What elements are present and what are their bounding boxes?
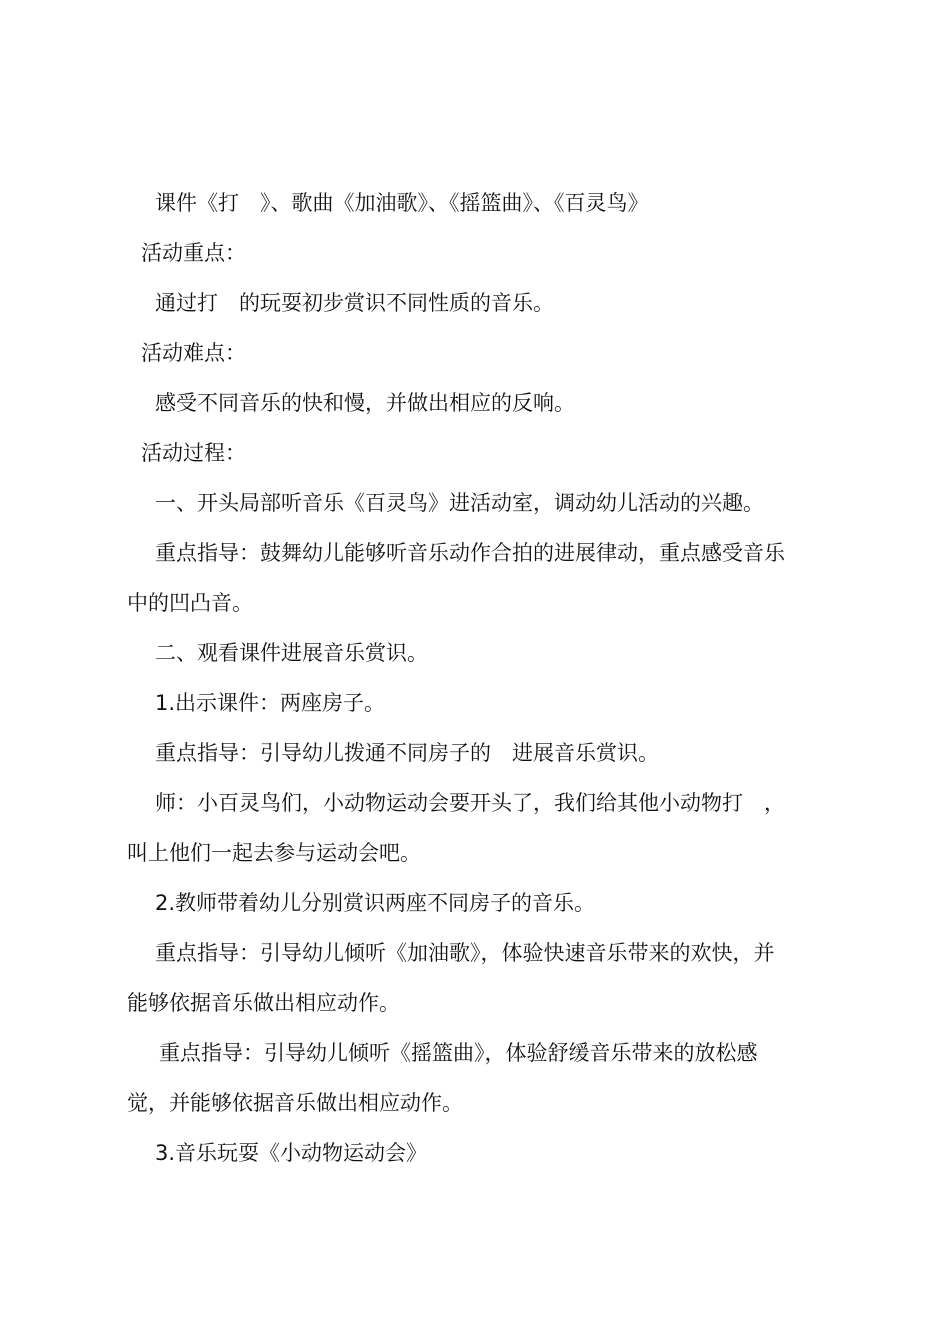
guidance-four-line-2: 觉，并能够依据音乐做出相应动作。 <box>127 1091 463 1115</box>
step-two-text: 二、观看课件进展音乐赏识。 <box>155 641 428 665</box>
guidance-one-line-1: 重点指导：鼓舞幼儿能够听音乐动作合拍的进展律动，重点感受音乐 <box>155 541 785 565</box>
difficulty-heading: 活动难点： <box>141 341 246 365</box>
guidance-one-line-2: 中的凹凸音。 <box>127 591 253 615</box>
guidance-four-line-1: 重点指导：引导幼儿倾听《摇篮曲》，体验舒缓音乐带来的放松感 <box>159 1041 758 1065</box>
key-point-text: 通过打 的玩耍初步赏识不同性质的音乐。 <box>155 291 554 315</box>
process-heading: 活动过程： <box>141 441 246 465</box>
guidance-two-text: 重点指导：引导幼儿拨通不同房子的 进展音乐赏识。 <box>155 741 659 765</box>
step-one-text: 一、开头局部听音乐《百灵鸟》进活动室，调动幼儿活动的兴趣。 <box>155 491 764 515</box>
sub-step-one: 1.出示课件：两座房子。 <box>155 691 386 715</box>
difficulty-text: 感受不同音乐的快和慢，并做出相应的反响。 <box>155 391 575 415</box>
guidance-three-line-2: 能够依据音乐做出相应动作。 <box>127 991 400 1015</box>
key-point-heading: 活动重点： <box>141 241 246 265</box>
materials-line: 课件《打 》、歌曲《加油歌》、《摇篮曲》、《百灵鸟》 <box>155 191 649 215</box>
sub-step-two: 2.教师带着幼儿分别赏识两座不同房子的音乐。 <box>155 891 596 915</box>
sub-step-three: 3.音乐玩耍《小动物运动会》 <box>155 1141 428 1165</box>
guidance-three-line-1: 重点指导：引导幼儿倾听《加油歌》，体验快速音乐带来的欢快，并 <box>155 941 775 965</box>
teacher-line-2: 叫上他们一起去参与运动会吧。 <box>127 841 421 865</box>
teacher-line-1: 师：小百灵鸟们，小动物运动会要开头了，我们给其他小动物打 ， <box>155 791 785 815</box>
